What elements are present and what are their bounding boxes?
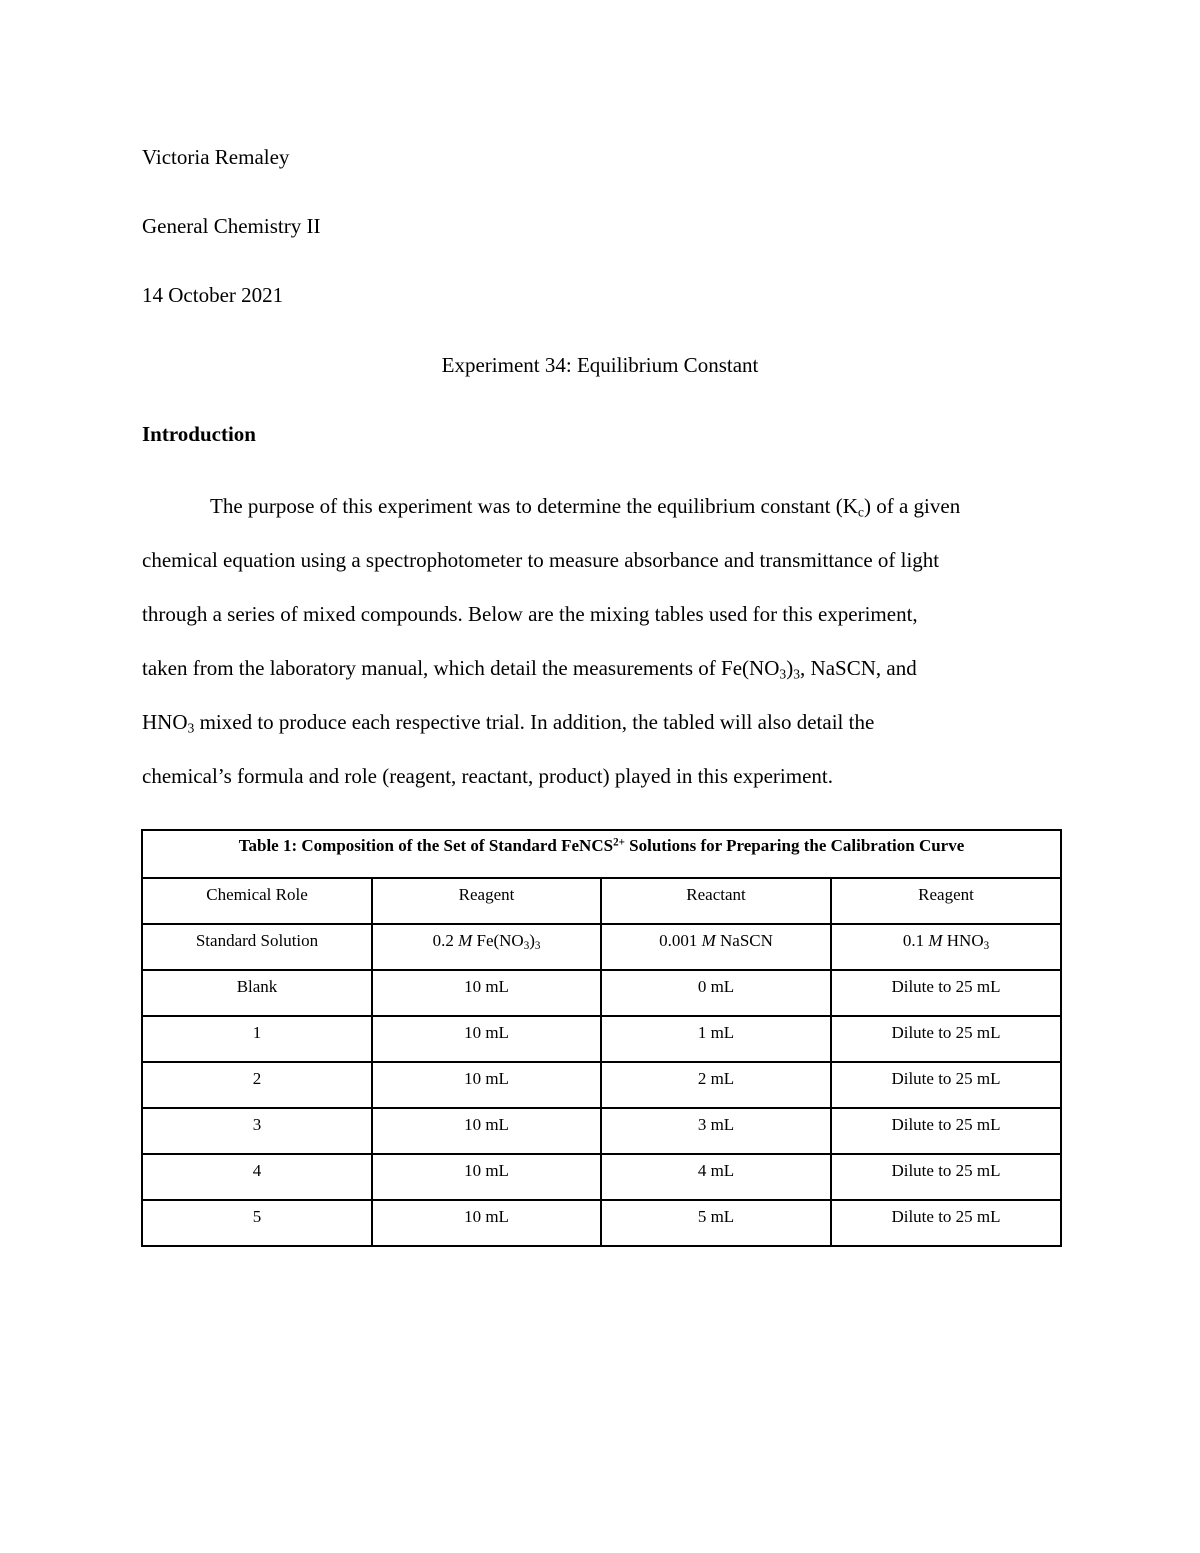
table-row [142,970,1061,1016]
table-caption: Table 1: Composition of the Set of Standard FeNCS$^{2+}$ Solutions for Preparing the Calibration Curve [142,830,1061,878]
table-cell: 10 mL [372,1108,601,1154]
table-cell: Reactant [601,878,831,924]
intro-line-5: $HNO_3$ mixed to produce each respective trial. In addition, the tabled will also detail the [142,710,875,736]
document-date: 14 October 2021 [142,283,284,307]
intro-line-3: through a series of mixed compounds. Below are the mixing tables used for this experiment, [142,602,918,626]
table-cell: 10 mL [372,1016,601,1062]
course-name: General Chemistry II [142,214,321,238]
table-row [142,1108,1061,1154]
table-cell: Reagent [831,878,1061,924]
table-row-roles [142,878,1061,924]
table-cell: 3 mL [601,1108,831,1154]
table-cell: Dilute to 25 mL [831,1200,1061,1246]
table-caption-row [142,830,1061,878]
table-row [142,1016,1061,1062]
author-name: Victoria Remaley [142,145,290,169]
table-cell: 4 [142,1154,372,1200]
table-row [142,1154,1061,1200]
table-cell: Dilute to 25 mL [831,1016,1061,1062]
intro-line-1: The purpose of this experiment was to determine the equilibrium constant $(K_c)$ of a given [210,494,961,520]
table-cell: Dilute to 25 mL [831,1154,1061,1200]
table-cell: 0 mL [601,970,831,1016]
intro-line-4: taken from the laboratory manual, which detail the measurements of $Fe(NO_3)_3$, NaSCN, and [142,656,917,682]
table-cell: 10 mL [372,1154,601,1200]
table-cell: 1 [142,1016,372,1062]
table-cell: 10 mL [372,970,601,1016]
table-cell: Standard Solution [142,924,372,970]
table-cell: Chemical Role [142,878,372,924]
table-cell: 0.2 M $Fe(NO_3)_3$ [372,924,601,970]
table-cell: 0.001 M NaSCN [601,924,831,970]
table-row-solutions [142,924,1061,970]
table-cell: 10 mL [372,1062,601,1108]
table-cell: 5 mL [601,1200,831,1246]
table-cell: Dilute to 25 mL [831,1062,1061,1108]
table-cell: 4 mL [601,1154,831,1200]
table-row [142,1200,1061,1246]
table-cell: 1 mL [601,1016,831,1062]
table-cell: 2 [142,1062,372,1108]
intro-line-6: chemical’s formula and role (reagent, reactant, product) played in this experiment. [142,764,833,788]
table-row [142,1062,1061,1108]
table-cell: 0.1 M $HNO_3$ [831,924,1061,970]
document-title: Experiment 34: Equilibrium Constant [441,353,759,377]
table-cell: Dilute to 25 mL [831,970,1061,1016]
table-cell: 5 [142,1200,372,1246]
intro-line-2: chemical equation using a spectrophotometer to measure absorbance and transmittance of light [142,548,940,572]
table-cell: 2 mL [601,1062,831,1108]
table-cell: 10 mL [372,1200,601,1246]
table-cell: Dilute to 25 mL [831,1108,1061,1154]
section-heading: Introduction [142,422,256,446]
table-cell: 3 [142,1108,372,1154]
table-cell: Blank [142,970,372,1016]
composition-table [141,829,1062,1247]
table-cell: Reagent [372,878,601,924]
